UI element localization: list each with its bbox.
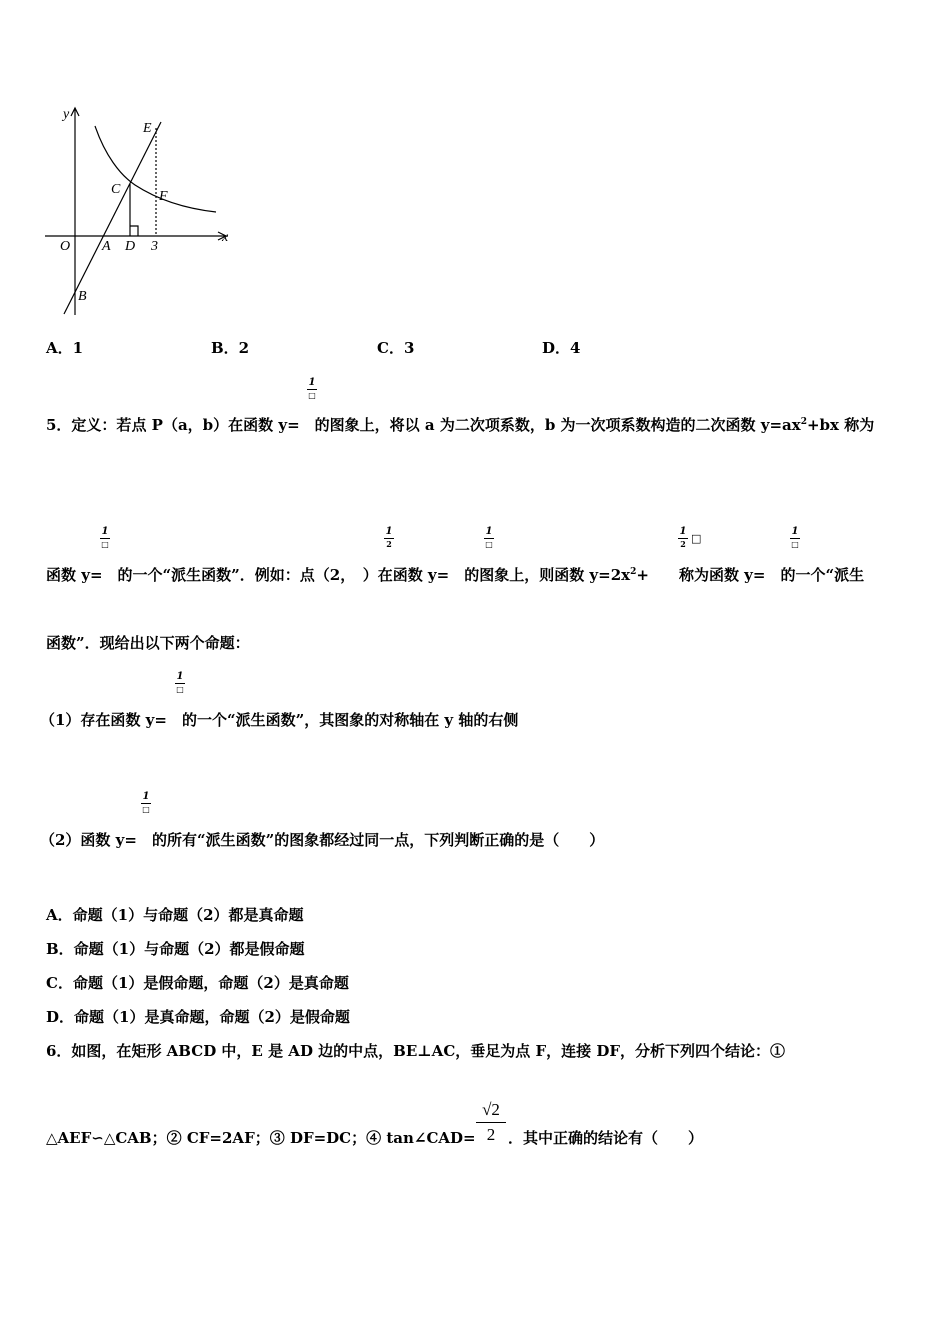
- placeholder-box: □: [691, 532, 702, 545]
- label-f: F: [159, 189, 168, 204]
- fraction-1-over-x: 1 □: [101, 526, 109, 549]
- label-a: A: [102, 239, 111, 254]
- right-angle-mark: [130, 226, 138, 236]
- line-be: [64, 122, 161, 314]
- label-o: O: [60, 239, 71, 254]
- fraction-1-over-2: 1 2: [679, 526, 687, 549]
- q5-option-c: C．命题（1）是假命题，命题（2）是真命题: [46, 974, 349, 992]
- q4-option-a: A．1: [46, 339, 84, 357]
- label-y: y: [63, 107, 70, 122]
- q5-proposition-1: （1）存在函数 y= 的一个“派生函数”，其图象的对称轴在 y 轴的右侧: [40, 711, 519, 729]
- label-e: E: [143, 121, 152, 136]
- fraction-1-over-2: 1 2: [385, 526, 393, 549]
- fraction-1-over-x: 1 □: [791, 526, 799, 549]
- sqrt2-over-2: √2 2: [476, 1100, 506, 1145]
- label-x: x: [222, 230, 229, 245]
- q5-proposition-2: （2）函数 y= 的所有“派生函数”的图象都经过同一点，下列判断正确的是（ ）: [40, 831, 605, 849]
- q5-line1: 5．定义：若点 P（a，b）在函数 y= 的图象上，将以 a 为二次项系数，b 为一次项系数构造的二次函数 $y=ax^2+bx$ 称为: [46, 416, 875, 434]
- q6-line2-start: △AEF∽△CAB；② CF=2AF；③ DF=DC；④ tan∠CAD=: [46, 1129, 476, 1147]
- q4-option-d: D．4: [542, 339, 581, 357]
- q5-option-b: B．命题（1）与命题（2）都是假命题: [46, 940, 305, 958]
- q5-option-a: A．命题（1）与命题（2）都是真命题: [46, 906, 304, 924]
- q4-option-b: B．2: [211, 339, 250, 357]
- q5-option-d: D．命题（1）是真命题，命题（2）是假命题: [46, 1008, 350, 1026]
- label-d: D: [125, 239, 136, 254]
- q4-option-c: C．3: [377, 339, 415, 357]
- label-c: C: [111, 182, 121, 197]
- label-3: 3: [151, 239, 158, 254]
- label-b: B: [78, 289, 87, 304]
- q6-line2-end: ．其中正确的结论有（ ）: [508, 1129, 704, 1147]
- geometry-figure: [40, 100, 240, 325]
- q6-line1: 6．如图，在矩形 ABCD 中，E 是 AD 边的中点，BE⊥AC，垂足为点 F，连接 DF，分析下列四个结论：①: [46, 1042, 786, 1060]
- fraction-1-over-x: 1 □: [308, 377, 316, 400]
- fraction-1-over-x: 1 □: [485, 526, 493, 549]
- fraction-1-over-x: 1 □: [176, 671, 184, 694]
- fraction-1-over-x: 1 □: [142, 791, 150, 814]
- q5-line3: 函数”．现给出以下两个命题：: [46, 634, 250, 652]
- q5-line2: 函数 y= 的一个“派生函数”．例如：点（2， ）在函数 y= 的图象上，则函数 $y=2x^2+$ 称为函数 y= 的一个“派生: [46, 566, 865, 584]
